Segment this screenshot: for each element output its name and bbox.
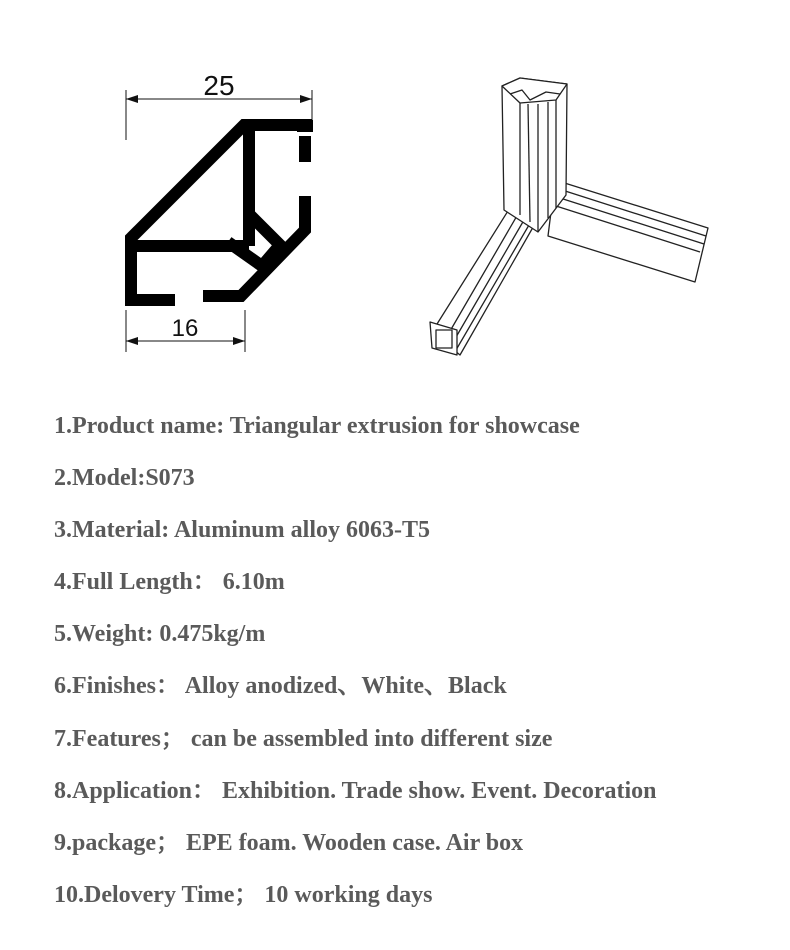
spec-delivery-time: 10.Delovery Time； 10 working days [54,881,433,908]
spec-finishes: 6.Finishes： Alloy anodized、White、Black [54,673,507,700]
width-dimension-label: 25 [203,70,235,101]
assembly-3d-drawing [400,0,720,390]
spec-model: 2.Model:S073 [54,465,195,492]
spec-list [54,406,774,927]
spec-features: 7.Features； can be assembled into different size [54,725,553,752]
spec-package: 9.package； EPE foam. Wooden case. Air box [54,829,524,856]
spec-material: 3.Material: Aluminum alloy 6063-T5 [54,517,430,544]
profile-cross-section [0,0,360,390]
spec-weight: 5.Weight: 0.475kg/m [54,621,266,648]
spec-product-name: 1.Product name: Triangular extrusion for showcase [54,413,580,439]
spec-application: 8.Application： Exhibition. Trade show. Event. Decoration [54,777,657,804]
product-figure [0,0,790,390]
spec-full-length: 4.Full Length： 6.10m [54,569,285,596]
base-dimension-label: 16 [171,315,199,342]
